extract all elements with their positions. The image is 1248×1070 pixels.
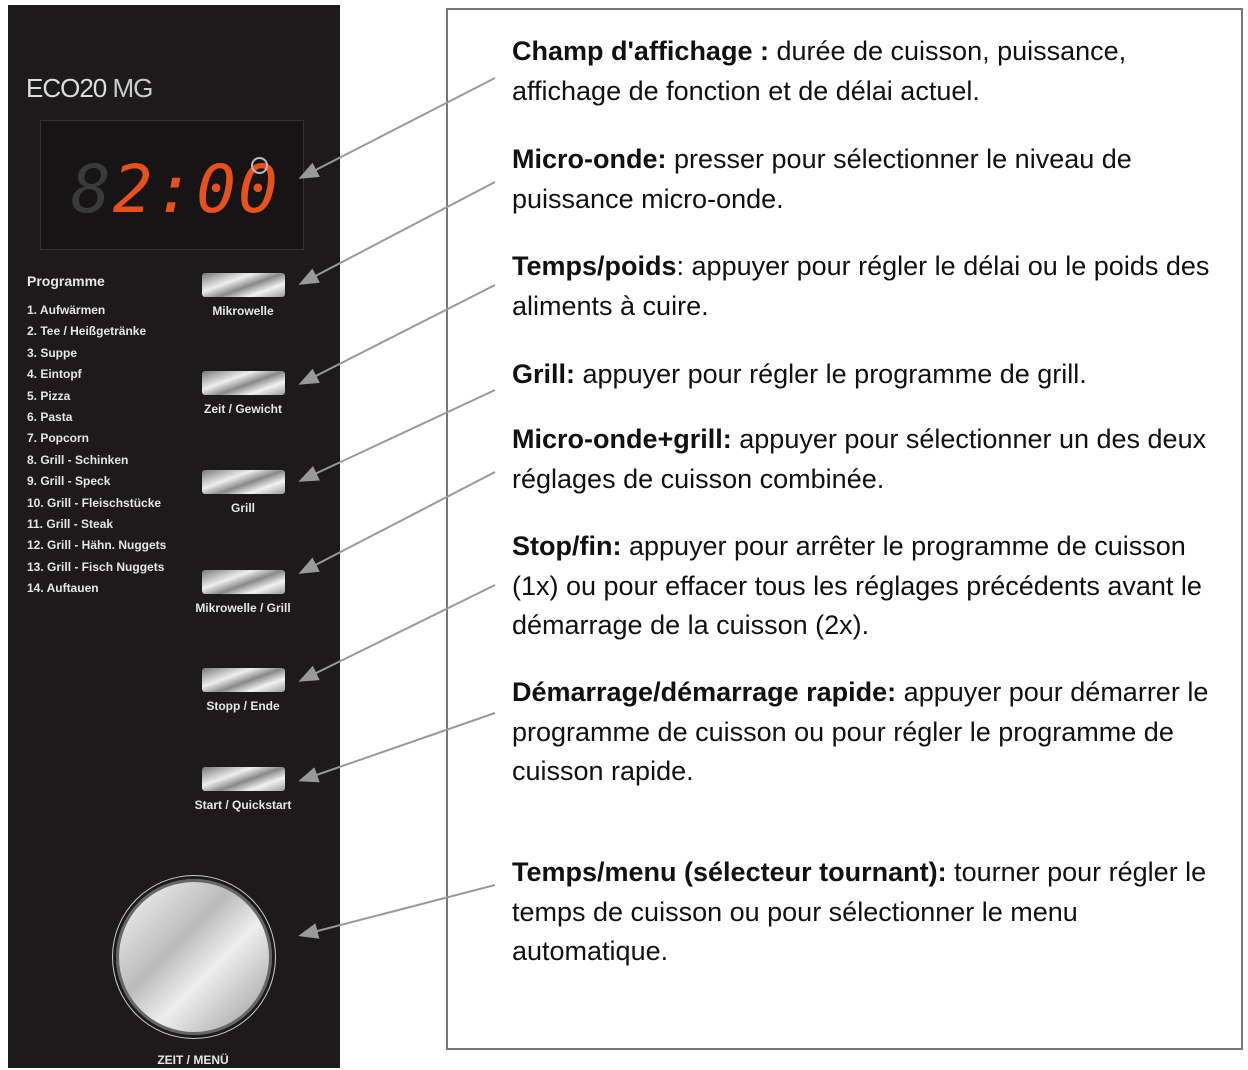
description-title: Micro-onde+grill: bbox=[512, 424, 732, 454]
programme-item: 11. Grill - Steak bbox=[27, 517, 114, 531]
programme-item: 2. Tee / Heißgetränke bbox=[27, 324, 147, 339]
programme-item: 12. Grill - Hähn. Nuggets bbox=[27, 538, 167, 553]
model-suffix: MG bbox=[112, 73, 153, 103]
programme-item: 4. Eintopf bbox=[27, 367, 82, 382]
description-title: Champ d'affichage : bbox=[512, 36, 769, 66]
arrow-knob bbox=[302, 885, 495, 935]
programme-item: 1. Aufwärmen bbox=[27, 303, 106, 317]
programme-item: 9. Grill - Speck bbox=[27, 474, 111, 489]
arrow-microwave bbox=[302, 182, 495, 283]
arrow-stop bbox=[302, 585, 495, 680]
description-title: Temps/poids bbox=[512, 251, 677, 281]
programme-item: 5. Pizza bbox=[27, 388, 71, 403]
model-number: ECO20 bbox=[26, 73, 107, 103]
description-title: Stop/fin: bbox=[512, 531, 622, 561]
description-text: appuyer pour sélectionner un des deux réglages de cuisson combinée. bbox=[512, 424, 1207, 494]
arrow-display bbox=[302, 78, 495, 177]
description-title: Temps/menu (sélecteur tournant): bbox=[512, 857, 947, 887]
stop-button-label: Stopp / Ende bbox=[206, 699, 280, 713]
description-text: durée de cuisson, puissance, affichage de fonction et de délai actuel. bbox=[512, 36, 1127, 106]
description-text: appuyer pour régler le programme de grill. bbox=[575, 359, 1087, 389]
description-text: appuyer pour arrêter le programme de cuisson (1x) ou pour effacer tous les réglages précédents avant le démarrage de la cuisson (2x). bbox=[512, 531, 1202, 640]
time-weight-button-label: Zeit / Gewicht bbox=[203, 402, 282, 416]
arrow-grill bbox=[302, 390, 495, 480]
programme-item: 6. Pasta bbox=[27, 410, 73, 424]
microwave-grill-button-label: Mikrowelle / Grill bbox=[195, 601, 291, 615]
grill-button-label: Grill bbox=[230, 501, 255, 515]
description-text: appuyer pour démarrer le programme de cuisson ou pour régler le programme de cuisson rapide. bbox=[512, 677, 1209, 786]
arrow-microwave-grill bbox=[302, 472, 495, 572]
microwave-button-label: Mikrowelle bbox=[212, 304, 274, 318]
description-title: Grill: bbox=[512, 359, 576, 389]
programme-item: 3. Suppe bbox=[27, 345, 78, 360]
display-time: 2:00 bbox=[112, 151, 280, 228]
description-title: Micro-onde: bbox=[512, 144, 667, 174]
programme-item: 7. Popcorn bbox=[27, 431, 90, 446]
arrow-time-weight bbox=[302, 285, 495, 383]
programme-title: Programme bbox=[27, 273, 105, 289]
description-text: presser pour sélectionner le niveau de puissance micro-onde. bbox=[512, 144, 1132, 214]
description-title: Démarrage/démarrage rapide: bbox=[512, 677, 897, 707]
programme-item: 13. Grill - Fisch Nuggets bbox=[27, 559, 165, 574]
programme-item: 14. Auftauen bbox=[27, 581, 99, 596]
programme-item: 10. Grill - Fleischstücke bbox=[27, 495, 162, 510]
ghost-digit: 8 bbox=[71, 151, 113, 228]
arrow-start bbox=[302, 713, 495, 780]
description-text: : appuyer pour régler le délai ou le poids des aliments à cuire. bbox=[512, 251, 1210, 321]
programme-item: 8. Grill - Schinken bbox=[27, 452, 129, 467]
description-text: tourner pour régler le temps de cuisson ou pour sélectionner le menu automatique. bbox=[512, 857, 1207, 966]
knob-label: ZEIT / MENÜ bbox=[157, 1053, 229, 1067]
start-button-label: Start / Quickstart bbox=[194, 798, 292, 812]
